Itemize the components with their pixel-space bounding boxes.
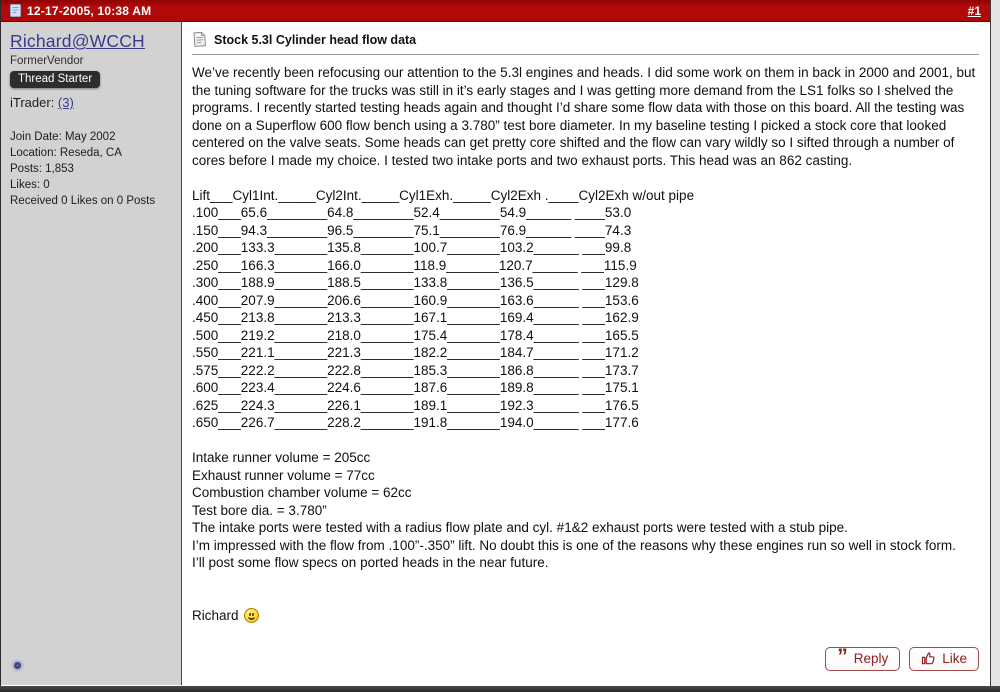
stat-location: Location: Reseda, CA [10,147,122,159]
flow-table-row: .100___65.6________64.8________52.4________54.9______ ____53.0 [192,205,632,220]
note-future-specs: I’ll post some flow specs on ported heads in the near future. [192,555,549,570]
smiley-icon [244,608,259,623]
thumbs-up-icon [921,651,936,666]
flow-table-row: .400___207.9_______206.6_______160.9_______163.6______ ___153.6 [192,292,639,308]
flow-table-row: .150___94.3________96.5________75.1________76.9______ ____74.3 [192,222,632,238]
title-separator [192,54,979,55]
flow-table-row: .250___166.3_______166.0_______118.9_______120.7______ ___115.9 [192,257,637,273]
note-intake-volume: Intake runner volume = 205cc [192,450,371,465]
page-bottom-edge [0,686,1000,692]
stat-posts: Posts: 1,853 [10,163,74,175]
itrader-label: iTrader: [10,95,58,110]
username-link[interactable]: Richard@WCCH [10,31,145,51]
post-intro-paragraph: We’ve recently been refocusing our attention to the 5.3l engines and heads. I did some work on them in back in 2000 and 2001, but the tuning software for the trucks was still in it’s early stages and I was getting more demand from the LS1 folks so I shelved the programs. I recently started testing heads again and thought I’d share some flow data with those on this board. All the testing was done on a Superflow 600 flow bench using a 3.780” test bore diameter. In my baseline testing I picked a stock core that looked centered on the valve seats. Some heads can get pretty core shifted and the flow can vary wildly so I sifted through a number of cores before I made my choice. I tested two intake ports and two exhaust ports. This head was an 862 casting. [192,65,980,168]
post-date-icon [10,4,21,17]
itrader-row [10,95,173,110]
like-button-label: Like [942,651,967,666]
post-title-row [192,28,979,54]
flow-table-row: .550___221.1_______221.3_______182.2_______184.7______ ___171.2 [192,345,639,360]
itrader-count-link[interactable]: (3) [57,95,74,110]
flow-table-row: .650___226.7_______228.2_______191.8_______194.0______ ___177.6 [192,415,639,430]
post-message [192,64,979,624]
blank-line [192,572,979,590]
post-header-bar [1,0,990,22]
note-exhaust-volume: Exhaust runner volume = 77cc [192,467,375,483]
blank-line [192,589,979,607]
stat-likes: Likes: 0 [10,179,50,191]
quote-icon: ” [837,645,848,668]
post-body [1,22,990,685]
note-test-bore: Test bore dia. = 3.780” [192,502,327,518]
note-impression: I’m impressed with the flow from .100”-.350” lift. No doubt this is one of the reasons why these engines run so well in stock form. [192,537,956,553]
thread-starter-badge: Thread Starter [10,71,100,88]
post-date: 12-17-2005, 10:38 AM [27,3,152,18]
flow-table-row: .575___222.2_______222.8_______185.3_______186.8______ ___173.7 [192,362,639,378]
flow-table-header: Lift___Cyl1Int._____Cyl2Int._____Cyl1Exh._____Cyl2Exh .____Cyl2Exh w/out pipe [192,187,695,203]
post-content [182,22,990,685]
post-document-icon [191,30,207,48]
post-title: Stock 5.3l Cylinder head flow data [214,32,417,47]
reply-button-label: Reply [853,651,889,666]
flow-table-row: .450___213.8_______213.3_______167.1_______169.4______ ___162.9 [192,310,639,325]
flow-table-row: .600___223.4_______224.6_______187.6_______189.8______ ___175.1 [192,380,639,395]
reply-button[interactable] [825,647,900,671]
signature-name: Richard [192,607,239,623]
flow-table-row: .200___133.3_______135.8_______100.7_______103.2______ ___99.8 [192,240,632,255]
post-number-link[interactable]: #1 [967,3,981,18]
post-actions [192,643,979,677]
flow-table-row: .500___219.2_______218.0_______175.4_______178.4______ ___165.5 [192,327,639,343]
note-test-method: The intake ports were tested with a radius flow plate and cyl. #1&2 exhaust ports were tested with a stub pipe. [192,520,848,535]
signature-row [192,607,979,625]
blank-line [192,169,979,187]
blank-line [192,432,979,450]
note-chamber-volume: Combustion chamber volume = 62cc [192,485,412,500]
post-header-left [10,4,151,18]
user-title: FormerVendor [10,55,84,67]
stat-received-likes: Received 0 Likes on 0 Posts [10,195,156,207]
user-stats [10,129,173,209]
like-button[interactable] [909,647,979,671]
flow-table-row: .300___188.9_______188.5_______133.8_______136.5______ ___129.8 [192,275,639,290]
stat-join-date: Join Date: May 2002 [10,131,116,143]
online-status-icon [14,662,21,669]
user-sidebar [1,22,182,685]
flow-table-row: .625___224.3_______226.1_______189.1_______192.3______ ___176.5 [192,397,639,413]
